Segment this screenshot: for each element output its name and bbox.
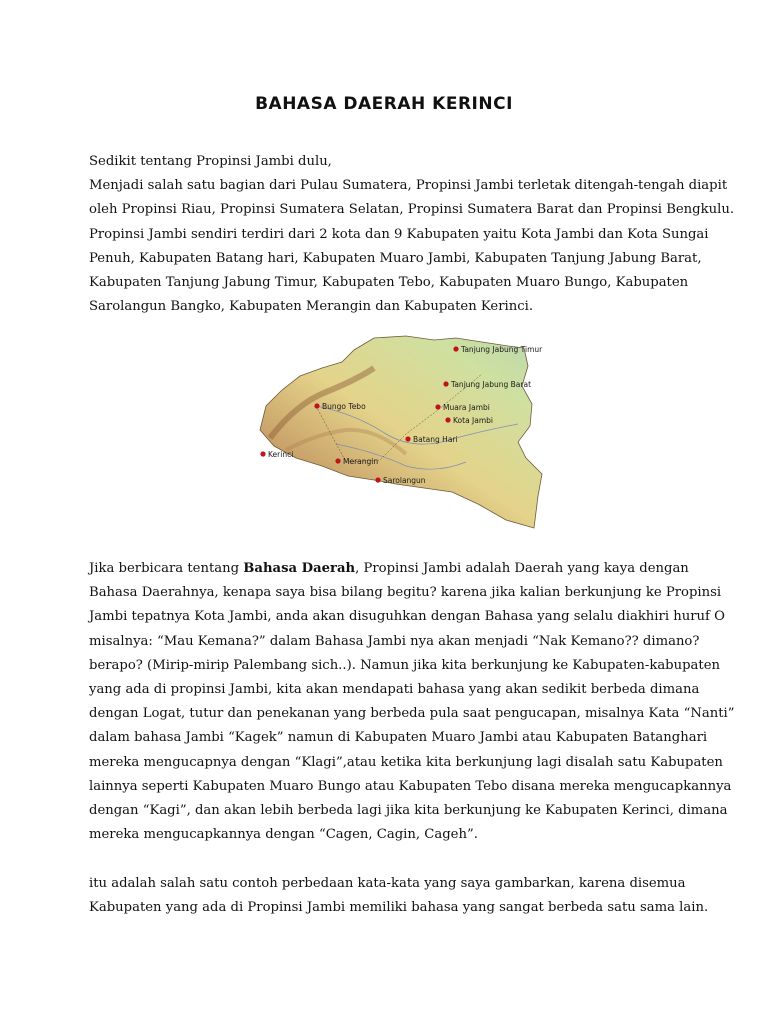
main-line: mereka mengucapnya dengan “Klagi”,atau ketika kita berkunjung lagi disalah satu Kabupaten: [89, 754, 723, 770]
map-label-muara-jambi: Muara Jambi: [443, 403, 490, 412]
map-label-bungo-tebo: Bungo Tebo: [322, 402, 366, 411]
map-svg: [256, 334, 546, 529]
map-label-kerinci: Kerinci: [268, 450, 294, 459]
document-title: BAHASA DAERAH KERINCI: [255, 94, 513, 114]
intro-paragraph: [89, 150, 735, 319]
closing-line: Kabupaten yang ada di Propinsi Jambi memiliki bahasa yang sangat berbeda satu sama lain.: [89, 900, 709, 916]
main-line: misalnya: “Mau Kemana?” dalam Bahasa Jambi nya akan menjadi “Nak Kemano?? dimano?: [89, 633, 700, 649]
main-line: Bahasa Daerahnya, kenapa saya bisa bilang begitu? karena jika kalian berkunjung ke Propinsi: [89, 585, 722, 601]
intro-line: Propinsi Jambi sendiri terdiri dari 2 kota dan 9 Kabupaten yaitu Kota Jambi dan Kota Sungai: [89, 226, 709, 242]
map-marker-tanjung-timur: [453, 345, 543, 354]
map-marker-muara-jambi: [435, 403, 489, 412]
map-label-batang-hari: Batang Hari: [413, 435, 458, 444]
main-line: dalam bahasa Jambi “Kagek” namun di Kabupaten Muaro Jambi atau Kabupaten Batanghari: [89, 730, 708, 746]
main-line-suffix: , Propinsi Jambi adalah Daerah yang kaya dengan: [355, 561, 689, 576]
intro-line: oleh Propinsi Riau, Propinsi Sumatera Selatan, Propinsi Sumatera Barat dan Propinsi Bengkulu.: [89, 202, 735, 218]
map-label-sarolangun: Sarolangun: [383, 476, 426, 485]
main-paragraph: [89, 557, 735, 847]
map-marker-kerinci: [260, 450, 293, 459]
province-shape: [260, 336, 542, 528]
intro-line: Sedikit tentang Propinsi Jambi dulu,: [89, 154, 332, 169]
main-line: Jambi tepatnya Kota Jambi, anda akan disuguhkan dengan Bahasa yang selalu diakhiri huruf O: [89, 609, 725, 625]
main-line: dengan “Kagi”, dan akan lebih berbeda lagi jika kita berkunjung ke Kabupaten Kerinci, dimana: [89, 803, 728, 819]
map-marker-kota-jambi: [445, 416, 493, 425]
main-line: [89, 557, 689, 581]
main-line: mereka mengucapkannya dengan “Cagen, Cagin, Cageh”.: [89, 827, 478, 843]
intro-line: Penuh, Kabupaten Batang hari, Kabupaten Muaro Jambi, Kabupaten Tanjung Jabung Barat,: [89, 250, 702, 266]
map-marker-tanjung-barat: [443, 380, 531, 389]
main-line: dengan Logat, tutur dan penekanan yang berbeda pula saat pengucapan, misalnya Kata “Nanti”: [89, 706, 735, 722]
main-line: yang ada di propinsi Jambi, kita akan mendapati bahasa yang akan sedikit berbeda dimana: [89, 682, 700, 698]
map-label-tanjung-barat: Tanjung Jabung Barat: [451, 380, 532, 389]
closing-paragraph: [89, 872, 709, 920]
map-marker-sarolangun: [375, 476, 425, 485]
map-label-merangin: Merangin: [343, 457, 379, 466]
intro-line: Menjadi salah satu bagian dari Pulau Sumatera, Propinsi Jambi terletak ditengah-tengah diapit: [89, 178, 728, 194]
main-line-prefix: Jika berbicara tentang: [89, 561, 244, 576]
bold-term: Bahasa Daerah: [243, 561, 356, 576]
map-label-kota-jambi: Kota Jambi: [453, 416, 494, 425]
intro-line: Sarolangun Bangko, Kabupaten Merangin dan Kabupaten Kerinci.: [89, 299, 534, 315]
map-marker-bungo-tebo: [314, 402, 366, 411]
jambi-province-map: [256, 334, 546, 529]
map-marker-batang-hari: [405, 435, 457, 444]
main-line: lainnya seperti Kabupaten Muaro Bungo atau Kabupaten Tebo disana mereka mengucapkannya: [89, 778, 732, 794]
closing-line: itu adalah salah satu contoh perbedaan kata-kata yang saya gambarkan, karena disemua: [89, 876, 686, 891]
intro-line: Kabupaten Tanjung Jabung Timur, Kabupaten Tebo, Kabupaten Muaro Bungo, Kabupaten: [89, 275, 689, 291]
map-label-tanjung-timur: Tanjung Jabung Timur: [461, 345, 543, 354]
main-line: berapo? (Mirip-mirip Palembang sich..). Namun jika kita berkunjung ke Kabupaten-kabupaten: [89, 657, 721, 673]
